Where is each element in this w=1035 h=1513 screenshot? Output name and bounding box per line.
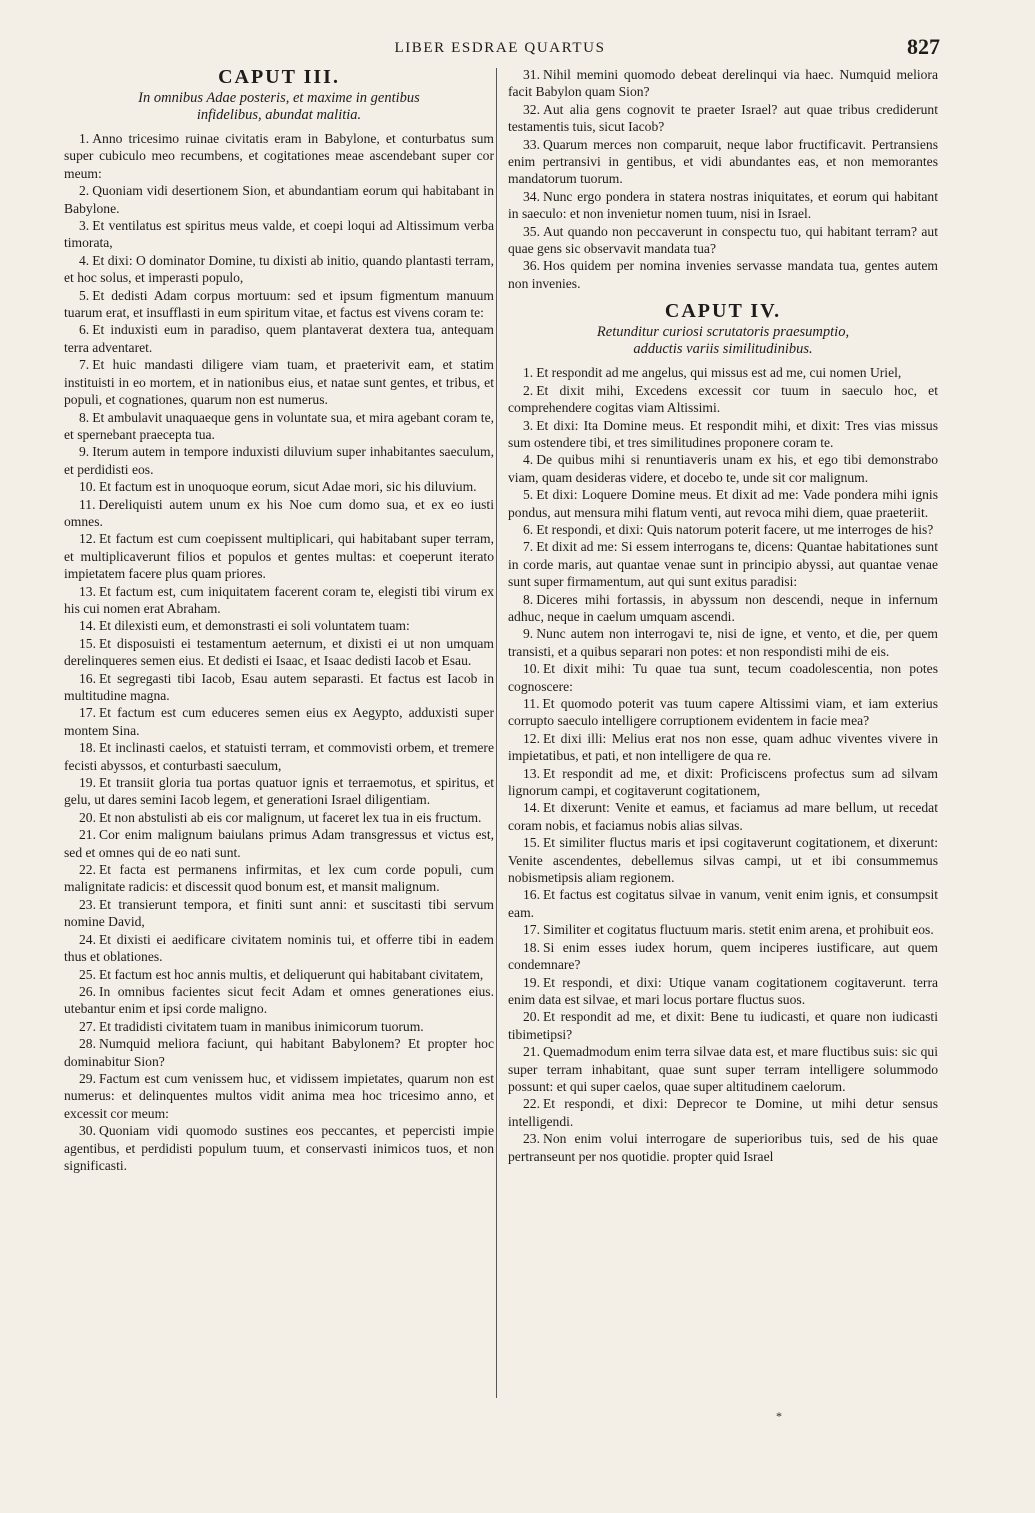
verse — [64, 1035, 494, 1070]
verse-number: 4. — [79, 252, 90, 268]
verse-list — [508, 66, 938, 292]
verse-text: Aut quando non peccaverunt in conspectu tuo, qui habitant terram? aut quae gens sic observavit mandata tua? — [508, 223, 938, 257]
verse-number: 6. — [523, 521, 534, 537]
verse-text: Et respondi, et dixi: Utique vanam cogitationem cogitaverunt. terra enim data est silvae, et mari locus portare fluctus suos. — [508, 974, 938, 1007]
verse — [508, 136, 938, 188]
verse-number: 3. — [79, 218, 90, 234]
verse-text: Et dixit mihi, Excedens excessit cor tuum in saeculo hoc, et comprehendere cogitas viam Altissimi. — [508, 382, 938, 416]
verse-number: 31. — [523, 67, 540, 82]
chapter-heading: CAPUT III. — [218, 66, 340, 88]
summary-line: Retunditur curiosi scrutatoris praesumptio, — [596, 324, 850, 341]
verse-number: 22. — [79, 862, 96, 878]
verse-number: 14. — [523, 800, 540, 816]
page-header — [60, 36, 940, 66]
verse — [508, 1008, 938, 1043]
verse-text: Et quomodo poterit vas tuum capere Altissimi viam, et iam exterius corrupto saeculo intelligere corruptionem evidentem in facie mea? — [508, 696, 938, 729]
verse — [64, 130, 494, 182]
verse-number: 26. — [79, 983, 96, 999]
verse — [508, 695, 938, 730]
verse-text: Et non abstulisti ab eis cor malignum, ut faceret lex tua in eis fructum. — [99, 809, 482, 825]
verse-number: 9. — [79, 444, 90, 460]
verse-text: Diceres mihi fortassis, in abyssum non descendi, neque in infernum adhuc, neque in caelum umquam ascendi. — [508, 591, 938, 624]
verse-text: Iterum autem in tempore induxisti diluvium super inhabitantes saeculum, et perdidisti eos. — [64, 444, 494, 477]
summary-line: In omnibus Adae posteris, et maxime in gentibus — [138, 90, 420, 106]
verse-number: 3. — [523, 417, 534, 433]
verse-number: 23. — [79, 896, 96, 912]
verse-number: 25. — [79, 966, 96, 982]
verse-number: 29. — [79, 1070, 96, 1086]
verse — [508, 538, 938, 590]
verse-text: Et factum est hoc annis multis, et deliquerunt qui habitabant civitatem, — [99, 966, 484, 982]
verse — [508, 591, 938, 626]
verse-number: 9. — [523, 626, 534, 642]
verse — [64, 321, 494, 356]
verse-number: 6. — [79, 322, 90, 338]
verse-text: Et huic mandasti diligere viam tuam, et praeterivit eam, et statim instituisti in eo mortem, et in nationibus eius, et natae sunt gentes, et tribus, et populi, et cognationes, quarum non est numerus. — [64, 357, 494, 408]
verse-number: 15. — [79, 635, 96, 651]
verse-number: 21. — [79, 827, 96, 843]
verse-text: Anno tricesimo ruinae civitatis eram in Babylone, et conturbatus sum super cubiculo meo recumbens, et cogitationes meae ascendebant super cor meum: — [64, 131, 494, 181]
verse-text: Et dixi: Ita Domine meus. Et respondit mihi, et dixit: Tres vias missus sum ostendere tibi, et tres similitudines proponere coram te. — [508, 417, 938, 450]
verse — [508, 188, 938, 223]
verse — [508, 834, 938, 886]
verse-number: 32. — [523, 101, 540, 117]
verse-text: Et dixit ad me: Si essem interrogans te, dicens: Quantae habitationes sunt in corde maris, aut quantae venae sunt in principio abyssi, aut quantae venae sunt super firmamentum, aut qui sunt exitus paradisi: — [508, 539, 938, 590]
verse — [508, 765, 938, 800]
verse-number: 16. — [79, 670, 96, 686]
verse-number: 16. — [523, 887, 540, 903]
verse — [508, 939, 938, 974]
verse — [64, 182, 494, 217]
verse — [508, 364, 938, 381]
verse-text: Cor enim malignum baiulans primus Adam transgressus et victus est, sed et omnes qui de eo nati sunt. — [64, 827, 494, 860]
verse-number: 20. — [79, 809, 96, 825]
verse-text: Et factum est cum coepissent multiplicari, qui habitabant super terram, et multiplicaverunt filios et populos et gentes multas: et coeperunt iterato impietatem facere plus quam priores. — [64, 531, 494, 582]
verse-number: 36. — [523, 258, 540, 274]
verse — [64, 966, 494, 983]
verse — [64, 1070, 494, 1122]
verse-number: 19. — [523, 974, 540, 990]
verse-text: Et dixi illi: Melius erat nos non esse, quam adhuc viventes vivere in impietatibus, et pati, et non intelligere de qua re. — [508, 730, 938, 764]
verse — [64, 931, 494, 966]
verse-number: 13. — [79, 583, 96, 599]
verse-text: Et segregasti tibi Iacob, Esau autem separasti. Et factus est Iacob in multitudine magna. — [64, 670, 494, 703]
verse-number: 17. — [79, 705, 96, 721]
verse-number: 10. — [523, 661, 540, 677]
verse-text: Et tradidisti civitatem tuam in manibus inimicorum tuorum. — [99, 1018, 424, 1034]
verse-number: 30. — [79, 1123, 96, 1139]
verse-number: 12. — [523, 730, 540, 746]
verse — [508, 886, 938, 921]
verse — [64, 670, 494, 705]
verse-number: 2. — [79, 183, 90, 199]
verse — [508, 660, 938, 695]
signature-mark: * — [776, 1409, 782, 1423]
verse-text: Hos quidem per nomina invenies servasse mandata tua, gentes autem non invenies. — [508, 258, 938, 291]
verse-text: Dereliquisti autem unum ex his Noe cum domo sua, et ex eo iusti omnes. — [64, 496, 494, 529]
verse — [64, 1122, 494, 1174]
verse-number: 4. — [523, 452, 534, 468]
verse-number: 5. — [523, 487, 534, 503]
verse-text: Et dixi: O dominator Domine, tu dixisti ab initio, quando plantasti terram, et hoc solus, et imperasti populo, — [64, 252, 494, 286]
verse-text: Et factum est in unoquoque eorum, sicut Adae mori, sic his diluvium. — [99, 479, 477, 495]
verse-number: 13. — [523, 765, 540, 781]
verse-number: 33. — [523, 136, 540, 152]
verse-text: Et ambulavit unaquaeque gens in voluntate sua, et mira agebant coram te, et spernebant praecepta tua. — [64, 409, 494, 442]
verse-number: 14. — [79, 618, 96, 634]
verse-text: Factum est cum venissem huc, et vidissem impietates, quarum non est numerus: et delinquentes multos vidit anima mea hoc tricesimo anno, et excessit cor meum: — [64, 1070, 494, 1121]
verse-text: Quemadmodum enim terra silvae data est, et mare fluctibus suis: sic qui super terram inhabitant, quae sunt super terram intelligere solummodo possunt: et qui super caelos, quae super altitudinem caelorum. — [508, 1044, 938, 1094]
verse — [64, 896, 494, 931]
verse — [64, 409, 494, 444]
chapter-summary — [538, 324, 908, 358]
verse-number: 17. — [523, 922, 540, 938]
verse-number: 18. — [523, 939, 540, 955]
verse — [508, 382, 938, 417]
verse — [64, 739, 494, 774]
verse-text: Nihil memini quomodo debeat derelinqui via haec. Numquid meliora facit Babylon quam Sion? — [508, 67, 938, 100]
column-divider — [496, 68, 497, 1398]
verse — [508, 921, 938, 938]
chapter-summary — [94, 90, 464, 124]
verse — [508, 257, 938, 292]
verse-number: 22. — [523, 1096, 540, 1112]
verse-text: Et respondit ad me, et dixit: Proficiscens profectus sum ad silvam lignorum campi, et cogitaverunt cogitationem, — [508, 765, 938, 799]
verse-text: De quibus mihi si renuntiaveris unam ex his, et ego tibi demonstrabo viam, quam desideras videre, et docebo te, unde sit cor malignum. — [508, 452, 938, 485]
verse-text: Nunc ergo pondera in statera nostras iniquitates, et eorum qui habitant in saeculo: et non invenietur nomen tuum, nisi in Israel. — [508, 188, 938, 222]
verse — [64, 496, 494, 531]
verse-number: 5. — [79, 287, 90, 303]
verse-number: 27. — [79, 1018, 96, 1034]
verse — [64, 356, 494, 408]
verse-number: 18. — [79, 740, 96, 756]
verse-text: Et similiter fluctus maris et ipsi cogitaverunt cogitationem, et dixerunt: Venite ascendentes, debellemus silvas campi, ut et ibi consummemus nobismetipsis aliam regionem. — [508, 835, 938, 886]
verse — [64, 774, 494, 809]
left-column — [64, 66, 494, 1174]
verse — [508, 486, 938, 521]
verse — [64, 478, 494, 495]
verse — [64, 583, 494, 618]
verse — [508, 66, 938, 101]
verse-number: 1. — [523, 365, 534, 381]
verse-number: 2. — [523, 382, 534, 398]
verse-number: 20. — [523, 1009, 540, 1025]
verse — [64, 861, 494, 896]
verse-text: In omnibus facientes sicut fecit Adam et omnes generationes eius. utebantur enim et ipsi corde maligno. — [64, 983, 494, 1017]
verse-text: Et ventilatus est spiritus meus valde, et coepi loqui ad Altissimum verba timorata, — [64, 218, 494, 251]
chapter-heading: CAPUT IV. — [664, 300, 782, 323]
verse — [64, 826, 494, 861]
verse — [508, 730, 938, 765]
verse — [508, 451, 938, 486]
verse — [508, 1095, 938, 1130]
verse-text: Quarum merces non comparuit, neque labor fructificavit. Pertransiens enim pertransivi in gentibus, et vidi abundantes eas, et non memorantes mandatorum tuorum. — [508, 136, 938, 187]
verse-text: Et dixerunt: Venite et eamus, et faciamus ad mare bellum, ut recedat coram nobis, et faciamus nobis alias silvas. — [508, 800, 938, 833]
verse-number: 28. — [79, 1036, 96, 1052]
verse — [64, 530, 494, 582]
verse — [508, 223, 938, 258]
verse-text: Si enim esses iudex horum, quem inciperes iustificare, aut quem condemnare? — [508, 939, 938, 973]
verse-number: 8. — [523, 591, 534, 607]
verse-text: Similiter et cogitatus fluctuum maris. stetit enim arena, et prohibuit eos. — [543, 922, 934, 938]
verse-text: Et respondit ad me angelus, qui missus est ad me, cui nomen Uriel, — [536, 365, 902, 381]
verse-text: Nunc autem non interrogavi te, nisi de igne, et vento, et die, per quem transisti, et a quibus separari non potes: et non respondisti mihi de eis. — [508, 626, 938, 659]
verse — [64, 1018, 494, 1035]
verse-number: 21. — [523, 1044, 540, 1060]
verse-text: Quoniam vidi quomodo sustines eos peccantes, et pepercisti impie agentibus, et perdidisti populum tuum, et conservasti inimicos tuos, et non significasti. — [64, 1123, 494, 1173]
verse-text: Et facta est permanens infirmitas, et lex cum corde populi, cum malignitate radicis: et discessit quod bonum est, et mansit malignum. — [64, 862, 494, 895]
verse-number: 12. — [79, 531, 96, 547]
verse-text: Et induxisti eum in paradiso, quem plantaverat dextera tua, antequam terra adventaret. — [64, 322, 494, 355]
verse-number: 35. — [523, 223, 540, 239]
verse-number: 1. — [79, 131, 90, 146]
verse-text: Et factus est cogitatus silvae in vanum, venit enim ignis, et consumpsit eam. — [508, 887, 938, 920]
verse-text: Et disposuisti ei testamentum aeternum, et dixisti ei ut non umquam derelinqueres semen eius. Et dedisti ei Isaac, et Isaac dedisti Iacob et Esau. — [64, 635, 494, 669]
verse-text: Et transiit gloria tua portas quatuor ignis et terraemotus, et spiritus, et gelu, ut dares semini Iacob legem, et generationi Israel diligentiam. — [64, 775, 494, 808]
verse-text: Et factum est cum educeres semen eius ex Aegypto, adduxisti super montem Sina. — [64, 705, 494, 738]
verse — [64, 617, 494, 634]
verse-text: Et transierunt tempora, et finiti sunt anni: et suscitasti tibi servum nomine David, — [64, 896, 494, 930]
verse-text: Et respondit ad me, et dixit: Bene tu iudicasti, et quare non iudicasti tibimetipsi? — [508, 1009, 938, 1042]
verse — [508, 417, 938, 452]
verse — [64, 252, 494, 287]
verse-text: Numquid meliora faciunt, qui habitant Babylonem? Et propter hoc dominabitur Sion? — [64, 1036, 494, 1069]
verse-number: 10. — [79, 479, 96, 495]
verse-text: Non enim volui interrogare de superioribus tuis, sed de his quae pertranseunt per nos quotidie. propter quid Israel — [508, 1131, 938, 1164]
verse — [508, 625, 938, 660]
verse-number: 24. — [79, 931, 96, 947]
verse-number: 7. — [523, 539, 534, 555]
verse-number: 11. — [79, 496, 96, 512]
verse-list — [64, 130, 494, 1174]
verse-number: 23. — [523, 1131, 540, 1147]
verse-text: Et inclinasti caelos, et statuisti terram, et commovisti orbem, et tremere fecisti abyssos, et conturbasti saeculum, — [64, 740, 494, 773]
verse — [508, 799, 938, 834]
summary-line: adductis variis similitudinibus. — [633, 341, 813, 358]
verse-text: Et dixi: Loquere Domine meus. Et dixit ad me: Vade pondera mihi ignis pondus, aut mensura mihi flatum venti, aut revoca mihi diem, quae praeteriit. — [508, 487, 938, 520]
verse-text: Et factum est, cum iniquitatem facerent coram te, elegisti tibi virum ex his cui nomen erat Abraham. — [64, 583, 494, 616]
verse — [64, 809, 494, 826]
summary-line: infidelibus, abundat malitia. — [196, 107, 362, 123]
verse-text: Et dixit mihi: Tu quae tua sunt, tecum coadolescentia, non potes cognoscere: — [508, 661, 938, 694]
verse — [64, 704, 494, 739]
verse — [508, 101, 938, 136]
verse-number: 11. — [523, 696, 540, 711]
verse-list — [508, 364, 938, 1165]
verse — [508, 974, 938, 1009]
verse-text: Et dedisti Adam corpus mortuum: sed et ipsum figmentum manuum tuarum erat, et insufflasti in eum spiritum vitae, et factus est vivens coram te: — [64, 287, 494, 321]
verse-text: Et dixisti ei aedificare civitatem nominis tui, et offerre tibi in eadem thus et oblationes. — [64, 931, 494, 965]
verse-text: Et dilexisti eum, et demonstrasti ei soli voluntatem tuam: — [99, 618, 410, 634]
verse — [64, 287, 494, 322]
verse-number: 15. — [523, 835, 540, 851]
verse-text: Et respondi, et dixi: Quis natorum poterit facere, ut me interroges de his? — [536, 521, 934, 537]
verse — [508, 1043, 938, 1095]
verse-number: 8. — [79, 409, 90, 425]
page-number: 827 — [907, 34, 940, 59]
verse — [64, 635, 494, 670]
running-title: LIBER ESDRAE QUARTUS — [394, 40, 606, 56]
verse — [64, 443, 494, 478]
verse-number: 34. — [523, 188, 540, 204]
verse-text: Et respondi, et dixi: Deprecor te Domine, ut mihi detur sensus intelligendi. — [508, 1096, 938, 1129]
verse — [64, 983, 494, 1018]
verse — [508, 521, 938, 538]
right-column — [508, 66, 938, 1165]
verse-number: 7. — [79, 357, 90, 373]
verse — [64, 217, 494, 252]
verse-text: Quoniam vidi desertionem Sion, et abundantiam eorum qui habitabant in Babylone. — [64, 183, 494, 216]
verse — [508, 1130, 938, 1165]
verse-text: Aut alia gens cognovit te praeter Israel? aut quae tribus crediderunt testamentis tuis, sicut Iacob? — [508, 101, 938, 135]
verse-number: 19. — [79, 775, 96, 791]
